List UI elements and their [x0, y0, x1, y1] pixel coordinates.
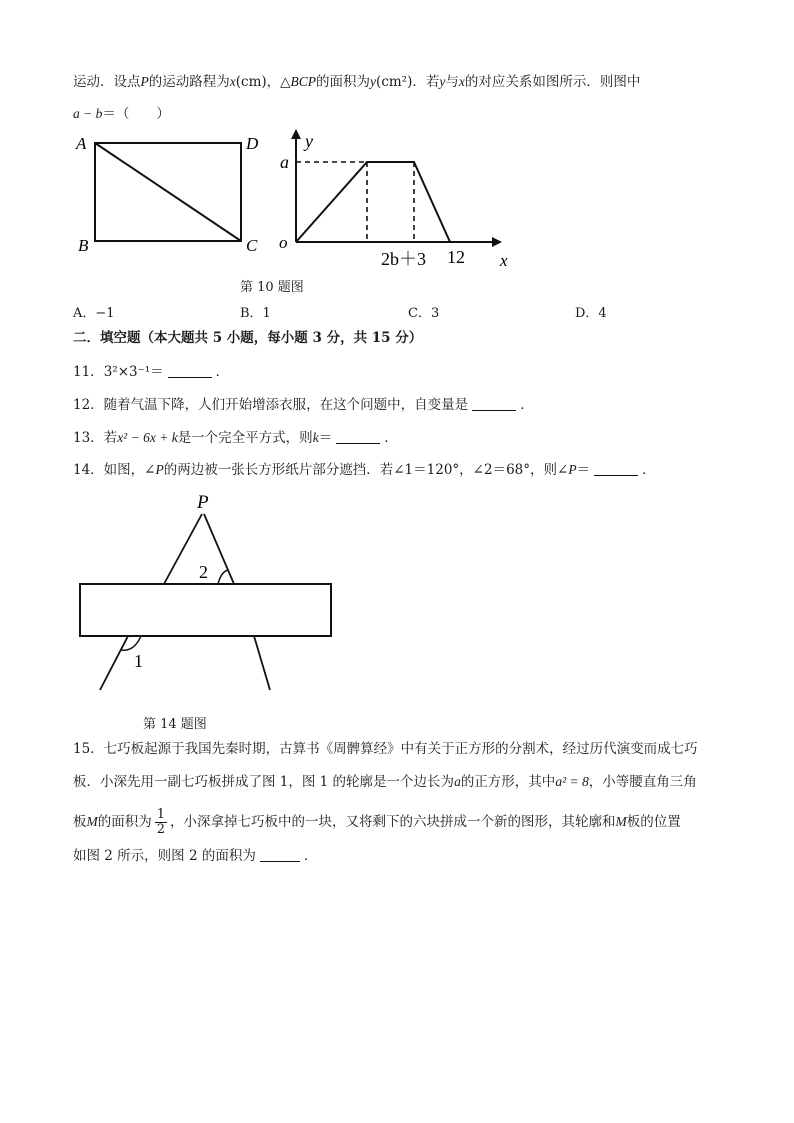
- fraction-one-half: [155, 808, 167, 837]
- x-axis-arrow: [492, 237, 502, 247]
- option-D: D．4: [575, 306, 607, 321]
- option-B: B．1: [240, 306, 271, 321]
- tick-2b-plus-3: 2b＋3: [381, 249, 426, 269]
- var-M: M: [86, 814, 98, 829]
- option-C: C．3: [408, 306, 440, 321]
- q10-text: 运动．设点: [73, 74, 141, 90]
- q15-text: ，小等腰直角三角: [588, 774, 697, 790]
- q10-line1: [73, 72, 640, 92]
- label-D: D: [246, 134, 259, 153]
- label-angle-2: 2: [199, 562, 208, 582]
- q14-text: 14．如图，∠: [73, 462, 156, 478]
- angle-P-right-side: [204, 514, 234, 584]
- q13-eq: ＝: [318, 430, 333, 446]
- q15-text: 如图 2 所示，则图 2 的面积为: [73, 848, 256, 864]
- q15-text: ，小深拿掉七巧板中的一块，又将剩下的六块拼成一个新的图形，其轮廓和: [170, 814, 616, 830]
- y-axis-arrow: [291, 129, 301, 139]
- q14-caption: 第 14 题图: [143, 717, 207, 732]
- q15-line1: 15．七巧板起源于我国先秦时期，古算书《周髀算经》中有关于正方形的分割术，经过历代演变而成七巧: [73, 741, 698, 757]
- right-leg-lower: [254, 636, 270, 690]
- q11-end: ．: [215, 364, 230, 380]
- q12-text: 12．随着气温下降，人们开始增添衣服，在这个问题中，自变量是: [73, 397, 469, 413]
- q15-line2: [73, 772, 697, 792]
- q10-text: ，△: [266, 74, 291, 90]
- triangle-BCP: BCP: [290, 74, 317, 89]
- angle-P-left-side: [164, 514, 202, 584]
- option-A: A．−1: [73, 306, 115, 321]
- label-B: B: [78, 236, 89, 255]
- label-C: C: [246, 236, 258, 255]
- q10-text: 的面积为: [316, 74, 371, 90]
- q14-text: 的两边被一张长方形纸片部分遮挡．若∠1＝120°，∠2＝68°，则∠: [163, 462, 569, 478]
- q15-end: ．: [303, 848, 318, 864]
- q15-text: 板．小深先用一副七巧板拼成了图 1，图 1 的轮廓是一个边长为: [73, 774, 455, 790]
- q11-blank[interactable]: [168, 363, 212, 378]
- q11: [73, 362, 229, 382]
- left-leg-lower: [100, 636, 128, 690]
- q13-text: 是一个完全平方式，则: [177, 430, 313, 446]
- q15-line4: [73, 846, 317, 866]
- label-y: y: [305, 131, 313, 151]
- var-x: x: [229, 74, 236, 89]
- label-o: o: [279, 233, 288, 252]
- q10-text: 的对应关系如图所示．则图中: [464, 74, 641, 90]
- q10-text: 的运动路程为: [148, 74, 230, 90]
- q13-text: 13．若: [73, 430, 118, 446]
- q14-end: ．: [642, 462, 656, 478]
- q13-expr: x² − 6x + k: [117, 430, 178, 445]
- var-a: a: [454, 774, 461, 789]
- unit-cm: (cm): [235, 74, 267, 90]
- q11-number: 11．: [73, 364, 104, 380]
- label-x: x: [500, 251, 508, 270]
- label-A: A: [76, 134, 87, 153]
- q14-blank[interactable]: [594, 461, 638, 476]
- label-a: a: [280, 152, 289, 172]
- q15-text: 板的位置: [626, 814, 681, 830]
- angle-2-arc: [218, 570, 228, 584]
- q12-blank[interactable]: [472, 396, 516, 411]
- q15-text: 的正方形，其中: [460, 774, 556, 790]
- q14: [73, 460, 656, 480]
- q13-blank[interactable]: [336, 429, 380, 444]
- section-2-title: 二．填空题（本大题共 5 小题，每小题 3 分，共 15 分）: [73, 330, 423, 346]
- var-k: k: [312, 430, 319, 445]
- fraction-numerator: 1: [156, 807, 166, 822]
- q11-expr: 3²×3⁻¹＝: [103, 364, 164, 380]
- q10-caption: 第 10 题图: [240, 280, 304, 295]
- tick-12: 12: [447, 247, 465, 267]
- expr-a-minus-b: a − b: [73, 106, 103, 121]
- label-P: P: [197, 492, 209, 513]
- q15-blank[interactable]: [260, 847, 300, 862]
- q10-figure: [70, 125, 520, 275]
- var-y: y: [439, 74, 446, 89]
- q12: [73, 395, 534, 415]
- fraction-denominator: 2: [156, 822, 166, 837]
- var-y: y: [370, 74, 377, 89]
- var-x: x: [458, 74, 465, 89]
- answer-parens: ＝（ ）: [102, 106, 170, 122]
- q12-end: ．: [520, 397, 534, 413]
- label-angle-1: 1: [134, 651, 143, 671]
- q14-figure: [75, 488, 345, 698]
- q14-eq: ＝: [576, 462, 591, 478]
- graph-line: [296, 162, 450, 242]
- q15-text: 板: [73, 814, 87, 830]
- q10-line2: [73, 104, 170, 124]
- var-M: M: [615, 814, 627, 829]
- expr-a-squared: a² = 8: [555, 774, 589, 789]
- unit-cm2: (cm²): [376, 74, 413, 90]
- q13: [73, 428, 398, 448]
- var-P: P: [568, 462, 577, 477]
- q10-text: ．若: [412, 74, 440, 90]
- q13-end: ．: [384, 430, 398, 446]
- q10-text: 与: [445, 74, 459, 90]
- q15-text: 的面积为: [97, 814, 152, 830]
- var-P: P: [140, 74, 149, 89]
- q15-line3: [73, 808, 681, 837]
- var-P: P: [155, 462, 164, 477]
- paper-strip: [80, 584, 331, 636]
- diagonal-AC: [95, 143, 241, 241]
